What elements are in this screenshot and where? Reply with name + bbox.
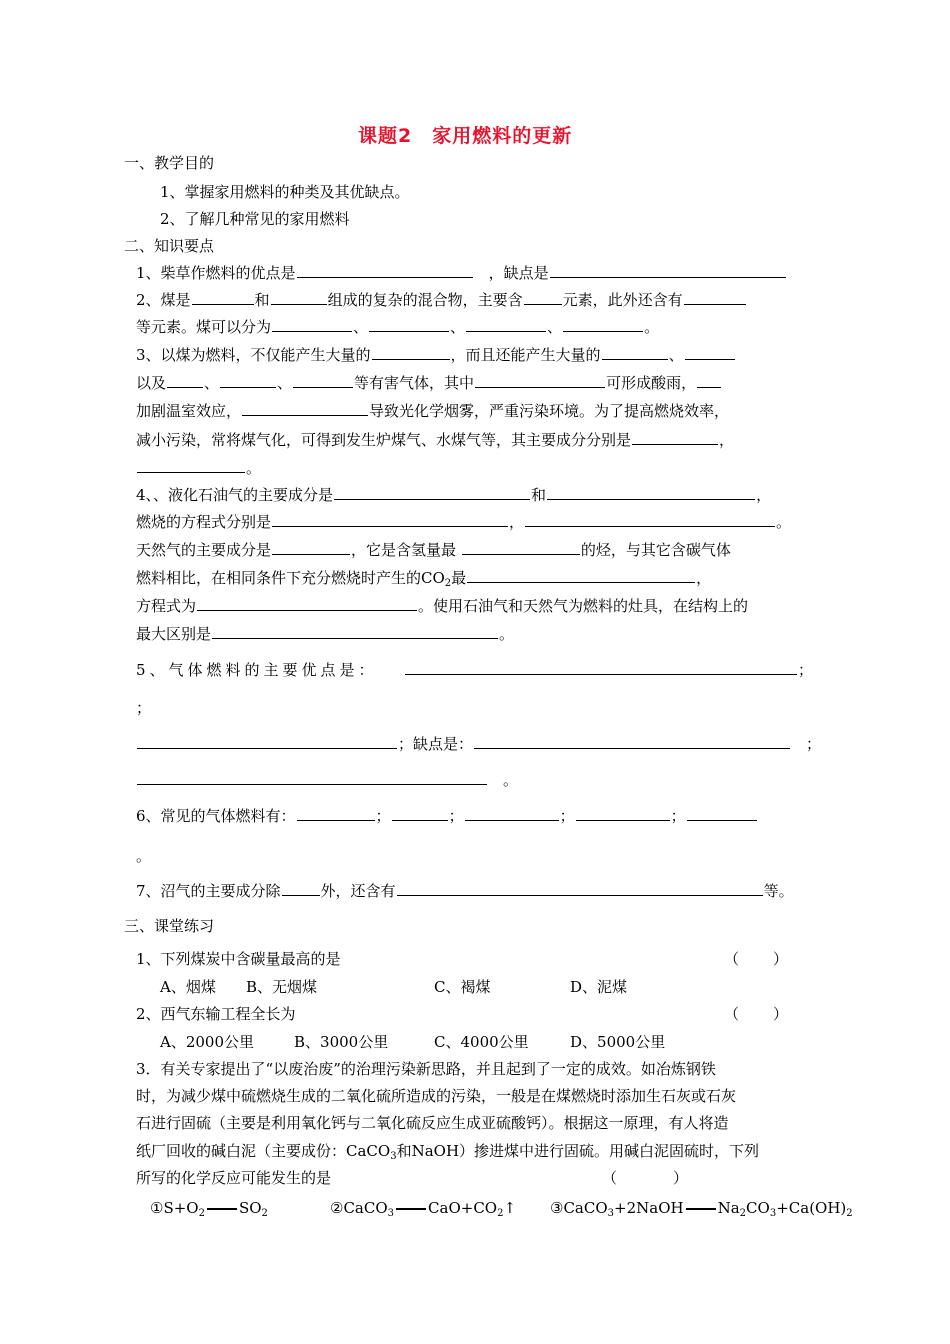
blank[interactable] — [271, 290, 327, 305]
text: ①S+O — [150, 1199, 199, 1217]
blank[interactable] — [220, 373, 276, 388]
text: 和NaOH）掺进煤中进行固硫。用碱白泥固硫时，下列 — [396, 1142, 760, 1160]
text: 最 — [451, 569, 467, 587]
subscript: 2 — [198, 1208, 205, 1219]
text: 、 — [277, 374, 293, 392]
text: ，而且还能产生大量的 — [450, 346, 601, 364]
exercise-3-line-2: 时，为减少煤中硫燃烧生成的二氧化硫所造成的污染，一般是在煤燃烧时添加生石灰或石灰 — [136, 1087, 737, 1105]
exercise-1-option-c[interactable]: C、褐煤 — [434, 978, 491, 996]
text: 。 — [246, 459, 262, 477]
blank[interactable] — [697, 373, 721, 388]
blank[interactable] — [372, 345, 450, 360]
text: ；缺点是： — [398, 735, 474, 753]
text: 1、柴草作燃料的优点是 — [136, 264, 296, 282]
blank[interactable] — [602, 345, 668, 360]
text: 导致光化学烟雾，严重污染环境。为了提高燃烧效率， — [369, 402, 730, 420]
question-3-line-1 — [136, 345, 736, 365]
exercise-3-line-1: 3．有关专家提出了“以废治废”的治理污染新思路，并且起到了一定的成效。如冶炼钢铁 — [136, 1060, 716, 1078]
text: ； — [448, 807, 464, 825]
question-3-line-3 — [136, 401, 729, 421]
text: 7、沼气的主要成分除 — [136, 882, 281, 900]
blank[interactable] — [297, 263, 473, 278]
blank[interactable] — [197, 596, 417, 611]
text: 。 — [136, 847, 152, 865]
text: +2NaOH — [614, 1199, 684, 1217]
text: 、 — [450, 318, 466, 336]
text: 3、以煤为燃料，不仅能产生大量的 — [136, 346, 371, 364]
text: 纸厂回收的碱白泥（主要成份：CaCO — [136, 1142, 391, 1160]
blank[interactable] — [392, 806, 448, 821]
text: 。使用石油气和天然气为燃料的灶具，在结构上的 — [418, 597, 749, 615]
exercise-2-option-b[interactable]: B、3000公里 — [294, 1033, 389, 1051]
blank[interactable] — [632, 430, 718, 445]
text: 元素，此外还含有 — [562, 291, 683, 309]
blank[interactable] — [687, 806, 757, 821]
subscript: 2 — [497, 1208, 504, 1219]
text: ②CaCO — [330, 1199, 388, 1217]
exercise-2-option-d[interactable]: D、5000公里 — [570, 1033, 666, 1051]
text: 可形成酸雨， — [606, 374, 697, 392]
text: ； — [136, 699, 152, 717]
blank[interactable] — [525, 512, 775, 527]
blank[interactable] — [212, 624, 498, 639]
paren-close: ） — [673, 1169, 689, 1187]
answer-paren-3[interactable] — [602, 1168, 688, 1188]
paren-open: （ — [602, 1169, 618, 1187]
blank[interactable] — [397, 881, 763, 896]
paren-open: （ — [724, 950, 740, 968]
subscript: 3 — [607, 1208, 615, 1219]
blank[interactable] — [272, 540, 350, 555]
question-7 — [136, 881, 794, 901]
blank[interactable] — [547, 485, 755, 500]
text: 最大区别是 — [136, 625, 212, 643]
question-3-line-2 — [136, 373, 722, 393]
exercise-3-line-5: 所写的化学反应可能发生的是 — [136, 1169, 332, 1187]
blank[interactable] — [272, 512, 508, 527]
blank[interactable] — [137, 458, 245, 473]
subscript: 3 — [769, 1208, 777, 1219]
text: 、 — [668, 346, 684, 364]
text: ， — [509, 513, 525, 531]
subscript: 2 — [739, 1208, 747, 1219]
text: ，缺点是 — [488, 264, 549, 282]
text: 等。 — [763, 882, 794, 900]
subscript: 2 — [444, 578, 452, 589]
blank[interactable] — [192, 290, 254, 305]
blank[interactable] — [282, 881, 320, 896]
text: ，它是含氢量最 — [351, 541, 457, 559]
subscript: 2 — [261, 1208, 268, 1219]
text: ， — [719, 431, 735, 449]
equation-1 — [150, 1198, 268, 1224]
equals-sign — [396, 1208, 426, 1210]
text: 。 — [776, 513, 792, 531]
text: ③CaCO — [550, 1199, 608, 1217]
question-6-line-2 — [136, 846, 151, 866]
blank[interactable] — [405, 660, 797, 675]
text: 、 — [353, 318, 369, 336]
text: 2、煤是 — [136, 291, 191, 309]
blank[interactable] — [550, 263, 786, 278]
text: ， — [756, 486, 772, 504]
blank[interactable] — [334, 485, 530, 500]
blank[interactable] — [684, 290, 746, 305]
text: ， — [696, 569, 712, 587]
question-4-line-1 — [136, 485, 771, 505]
question-1 — [136, 263, 787, 283]
equals-sign — [207, 1208, 237, 1210]
question-5-line-4 — [136, 770, 518, 790]
objective-2: 2、了解几种常见的家用燃料 — [160, 210, 350, 228]
subscript: 3 — [390, 1151, 397, 1162]
text: ； — [798, 661, 814, 679]
text: 、 — [547, 318, 563, 336]
exercise-2: 2、西气东输工程全长为 — [136, 1005, 296, 1023]
text: 5、气体燃料的主要优点是： — [136, 661, 378, 679]
text: ； — [375, 807, 391, 825]
text: 外，还含有 — [320, 882, 396, 900]
blank[interactable] — [167, 373, 203, 388]
blank[interactable] — [462, 540, 580, 555]
question-6-line-1 — [136, 806, 758, 826]
text: SO — [238, 1199, 262, 1217]
blank[interactable] — [685, 345, 735, 360]
question-5-line-2 — [136, 698, 151, 718]
question-2-line-1 — [136, 290, 747, 310]
text: 以及 — [136, 374, 167, 392]
text: 。 — [499, 625, 515, 643]
objective-1: 1、掌握家用燃料的种类及其优缺点。 — [160, 183, 410, 201]
question-5-line-1 — [136, 660, 378, 680]
exercise-1: 1、下列煤炭中含碳量最高的是 — [136, 950, 341, 968]
text: ； — [670, 807, 686, 825]
paren-close: ） — [773, 950, 789, 968]
text: 和 — [254, 291, 270, 309]
answer-paren-2[interactable] — [724, 1004, 788, 1024]
exercise-3-line-3: 石进行固硫（主要是利用氧化钙与二氧化硫反应生成亚硫酸钙）。根据这一原理，有人将造 — [136, 1114, 729, 1132]
equation-2 — [330, 1198, 516, 1224]
text: 。 — [503, 771, 519, 789]
paren-close: ） — [773, 1005, 789, 1023]
question-3-line-4 — [136, 430, 734, 450]
text: 4、、液化石油气的主要成分是 — [136, 486, 334, 504]
blank[interactable] — [293, 373, 353, 388]
question-4-line-2 — [136, 512, 791, 532]
blank[interactable] — [369, 317, 449, 332]
text: CO — [746, 1199, 770, 1217]
subscript: 3 — [387, 1208, 395, 1219]
question-5-line-3 — [136, 734, 821, 754]
exercise-2-option-a[interactable]: A、2000公里 — [160, 1033, 255, 1051]
blank[interactable] — [465, 806, 559, 821]
blank[interactable] — [474, 734, 790, 749]
section-1-heading: 一、教学目的 — [124, 154, 215, 172]
exercise-1-option-a[interactable]: A、烟煤 — [160, 978, 216, 996]
question-4-line-3 — [136, 540, 731, 560]
text: 方程式为 — [136, 597, 197, 615]
text: 。 — [644, 318, 660, 336]
text: 和 — [531, 486, 547, 504]
text: 燃料相比，在相同条件下充分燃烧时产生的CO — [136, 569, 445, 587]
blank[interactable] — [576, 806, 670, 821]
text: 天然气的主要成分是 — [136, 541, 272, 559]
text: 组成的复杂的混合物，主要含 — [327, 291, 523, 309]
equation-3 — [550, 1198, 853, 1224]
question-4-line-6 — [136, 624, 514, 644]
text: 加剧温室效应， — [136, 402, 242, 420]
blank[interactable] — [467, 568, 695, 583]
exercise-3-line-4 — [136, 1141, 759, 1167]
text: ； — [806, 735, 822, 753]
section-3-heading: 三、课堂练习 — [124, 917, 215, 935]
text: 的烃，与其它含碳气体 — [580, 541, 731, 559]
question-2-line-2 — [136, 317, 659, 337]
blank[interactable] — [563, 317, 643, 332]
text: 等元素。煤可以分为 — [136, 318, 272, 336]
text: CaO+CO — [428, 1199, 498, 1217]
up-arrow: ↑ — [503, 1199, 517, 1217]
paren-open: （ — [724, 1005, 740, 1023]
text: 等有害气体，其中 — [354, 374, 475, 392]
equals-sign — [686, 1208, 716, 1210]
text: 燃烧的方程式分别是 — [136, 513, 272, 531]
text: 6、常见的气体燃料有： — [136, 807, 296, 825]
blank[interactable] — [466, 317, 546, 332]
exercise-1-option-b[interactable]: B、无烟煤 — [246, 978, 318, 996]
text: 减小污染，常将煤气化，可得到发生炉煤气、水煤气等，其主要成分分别是 — [136, 431, 632, 449]
question-4-line-4 — [136, 568, 711, 594]
blank[interactable] — [137, 734, 397, 749]
question-4-line-5 — [136, 596, 748, 616]
text: Na — [717, 1199, 740, 1217]
blank[interactable] — [524, 290, 562, 305]
answer-paren-1[interactable] — [724, 949, 788, 969]
question-5-line-1-blank — [404, 660, 813, 680]
page-title: 课题2 家用燃料的更新 — [358, 125, 573, 147]
blank[interactable] — [297, 806, 375, 821]
question-3-line-5 — [136, 458, 261, 478]
text: 、 — [204, 374, 220, 392]
section-2-heading: 二、知识要点 — [124, 237, 215, 255]
subscript: 2 — [846, 1208, 853, 1219]
blank[interactable] — [242, 401, 368, 416]
blank[interactable] — [137, 770, 487, 785]
blank[interactable] — [475, 373, 605, 388]
exercise-2-option-c[interactable]: C、4000公里 — [434, 1033, 529, 1051]
blank[interactable] — [272, 317, 352, 332]
exercise-1-option-d[interactable]: D、泥煤 — [570, 978, 628, 996]
text: ； — [559, 807, 575, 825]
text: +Ca(OH) — [776, 1199, 847, 1217]
